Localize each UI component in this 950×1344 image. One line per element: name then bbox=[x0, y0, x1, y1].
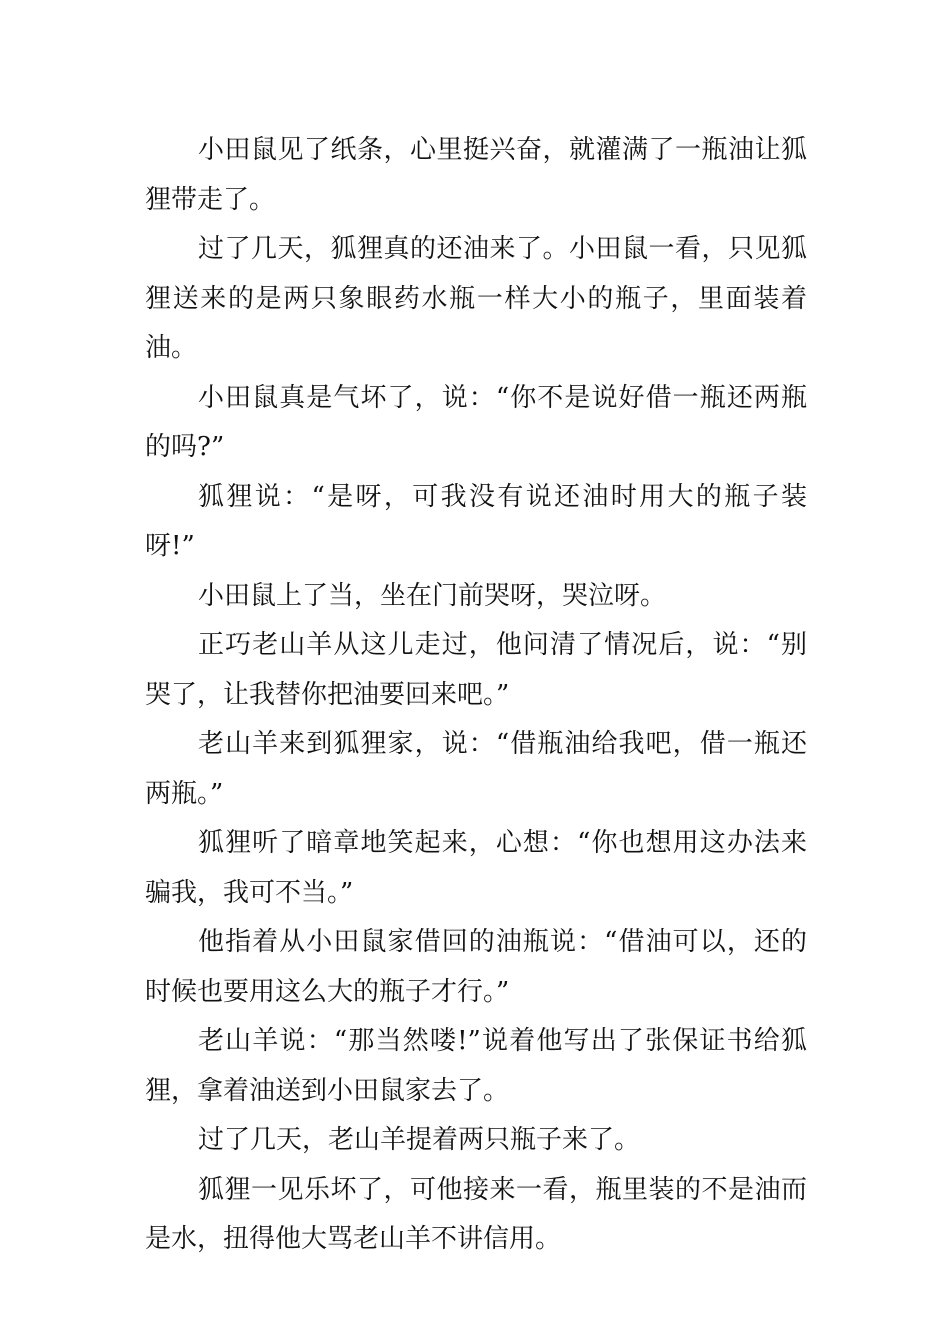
paragraph: 老山羊来到狐狸家，说：“借瓶油给我吧，借一瓶还两瓶。” bbox=[145, 729, 807, 809]
paragraph: 老山羊说：“那当然喽!”说着他写出了张保证书给狐狸，拿着油送到小田鼠家去了。 bbox=[145, 1026, 807, 1106]
paragraph: 小田鼠真是气坏了，说：“你不是说好借一瓶还两瓶的吗?” bbox=[145, 382, 807, 462]
paragraph: 过了几天，老山羊提着两只瓶子来了。 bbox=[198, 1125, 641, 1155]
story-text bbox=[145, 126, 807, 1265]
paragraph: 他指着从小田鼠家借回的油瓶说：“借油可以，还的时候也要用这么大的瓶子才行。” bbox=[145, 927, 807, 1007]
paragraph: 过了几天，狐狸真的还油来了。小田鼠一看，只见狐狸送来的是两只象眼药水瓶一样大小的瓶子，里面装着油。 bbox=[145, 234, 807, 363]
paragraph: 狐狸说：“是呀，可我没有说还油时用大的瓶子装呀!” bbox=[145, 481, 807, 561]
paragraph: 小田鼠见了纸条，心里挺兴奋，就灌满了一瓶油让狐狸带走了。 bbox=[145, 135, 807, 215]
paragraph: 狐狸一见乐坏了，可他接来一看，瓶里装的不是油而是水，扭得他大骂老山羊不讲信用。 bbox=[145, 1174, 807, 1254]
paragraph: 正巧老山羊从这儿走过，他问清了情况后，说：“别哭了，让我替你把油要回来吧。” bbox=[145, 630, 807, 710]
paragraph: 小田鼠上了当，坐在门前哭呀，哭泣呀。 bbox=[198, 580, 667, 611]
paragraph: 狐狸听了暗章地笑起来，心想：“你也想用这办法来骗我，我可不当。” bbox=[145, 828, 807, 908]
